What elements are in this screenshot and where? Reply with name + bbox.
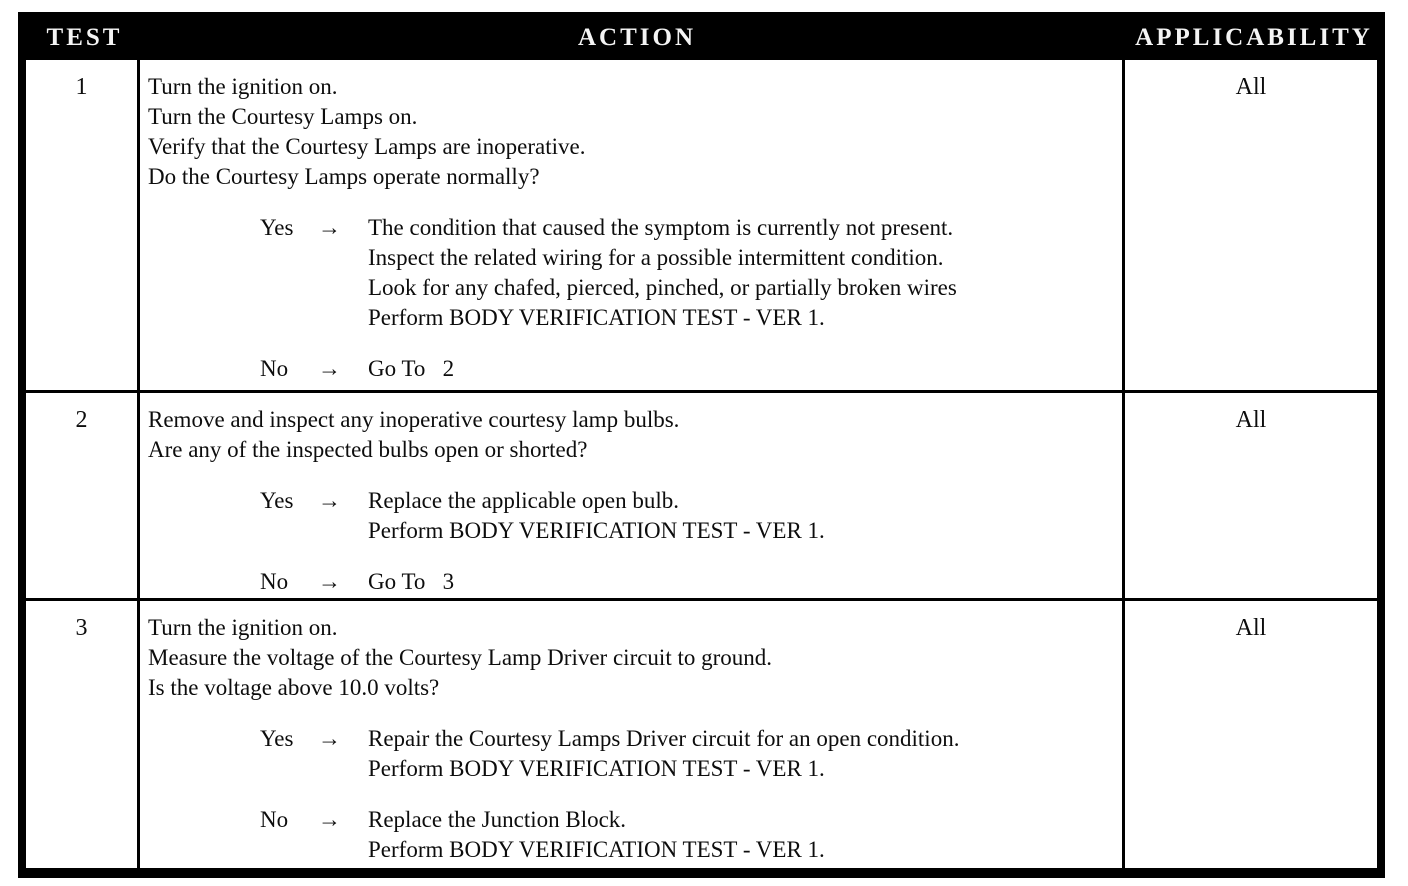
column-header-action: ACTION — [577, 24, 696, 51]
result-branch-no — [260, 567, 1116, 597]
result-label: No — [260, 569, 289, 594]
action-step-line: Verify that the Courtesy Lamps are inoperative. — [148, 134, 586, 159]
result-label: Yes — [260, 215, 294, 240]
result-line: Go To 3 — [368, 569, 455, 594]
action-steps — [148, 72, 1116, 192]
table-row — [26, 390, 1377, 598]
column-header-test: TEST — [46, 24, 123, 51]
result-line: Go To 2 — [368, 356, 455, 381]
right-arrow-icon: → — [318, 215, 341, 240]
result-branch-no — [260, 805, 1116, 865]
result-label: Yes — [260, 726, 294, 751]
action-step-line: Turn the ignition on. — [148, 74, 338, 99]
right-arrow-icon: → — [318, 356, 341, 381]
applicability-cell: All — [1235, 407, 1267, 433]
diagnostic-test-table — [18, 12, 1385, 878]
result-instructions — [368, 724, 1116, 784]
test-number-cell: 1 — [26, 60, 140, 390]
result-line: Replace the applicable open bulb. — [368, 488, 680, 513]
action-step-line: Are any of the inspected bulbs open or shorted? — [148, 437, 588, 462]
result-line: Perform BODY VERIFICATION TEST - VER 1. — [368, 756, 825, 781]
result-branch-no — [260, 354, 1116, 384]
result-line: Perform BODY VERIFICATION TEST - VER 1. — [368, 837, 825, 862]
right-arrow-icon: → — [318, 807, 341, 832]
table-header-row — [26, 16, 1377, 60]
table-row — [26, 60, 1377, 390]
result-instructions — [368, 213, 1116, 333]
result-label: No — [260, 807, 289, 832]
applicability-cell: All — [1235, 74, 1267, 100]
result-instructions — [368, 486, 1116, 546]
result-instructions — [368, 354, 1116, 384]
result-line: Look for any chafed, pierced, pinched, or partially broken wires — [368, 275, 957, 300]
right-arrow-icon: → — [318, 488, 341, 513]
result-instructions — [368, 567, 1116, 597]
test-number-cell: 2 — [26, 393, 140, 598]
action-step-line: Measure the voltage of the Courtesy Lamp Driver circuit to ground. — [148, 645, 773, 670]
action-step-line: Is the voltage above 10.0 volts? — [148, 675, 440, 700]
test-number-cell: 3 — [26, 601, 140, 868]
action-cell — [140, 601, 1125, 868]
result-line: Perform BODY VERIFICATION TEST - VER 1. — [368, 518, 825, 543]
result-line: Repair the Courtesy Lamps Driver circuit for an open condition. — [368, 726, 960, 751]
result-branch-yes — [260, 213, 1116, 333]
result-line: The condition that caused the symptom is currently not present. — [368, 215, 954, 240]
action-step-line: Turn the Courtesy Lamps on. — [148, 104, 418, 129]
action-steps — [148, 613, 1116, 703]
right-arrow-icon: → — [318, 569, 341, 594]
result-branch-yes — [260, 724, 1116, 784]
action-step-line: Turn the ignition on. — [148, 615, 338, 640]
result-line: Inspect the related wiring for a possible intermittent condition. — [368, 245, 944, 270]
result-line: Perform BODY VERIFICATION TEST - VER 1. — [368, 305, 825, 330]
action-steps — [148, 405, 1116, 465]
right-arrow-icon: → — [318, 726, 341, 751]
table-row — [26, 598, 1377, 868]
result-branch-yes — [260, 486, 1116, 546]
result-label: Yes — [260, 488, 294, 513]
action-step-line: Remove and inspect any inoperative courtesy lamp bulbs. — [148, 407, 680, 432]
column-header-applicability: APPLICABILITY — [1135, 24, 1373, 51]
result-label: No — [260, 356, 289, 381]
applicability-cell: All — [1235, 615, 1267, 641]
result-line: Replace the Junction Block. — [368, 807, 627, 832]
action-cell — [140, 60, 1125, 390]
action-cell — [140, 393, 1125, 598]
result-instructions — [368, 805, 1116, 865]
action-step-line: Do the Courtesy Lamps operate normally? — [148, 164, 540, 189]
